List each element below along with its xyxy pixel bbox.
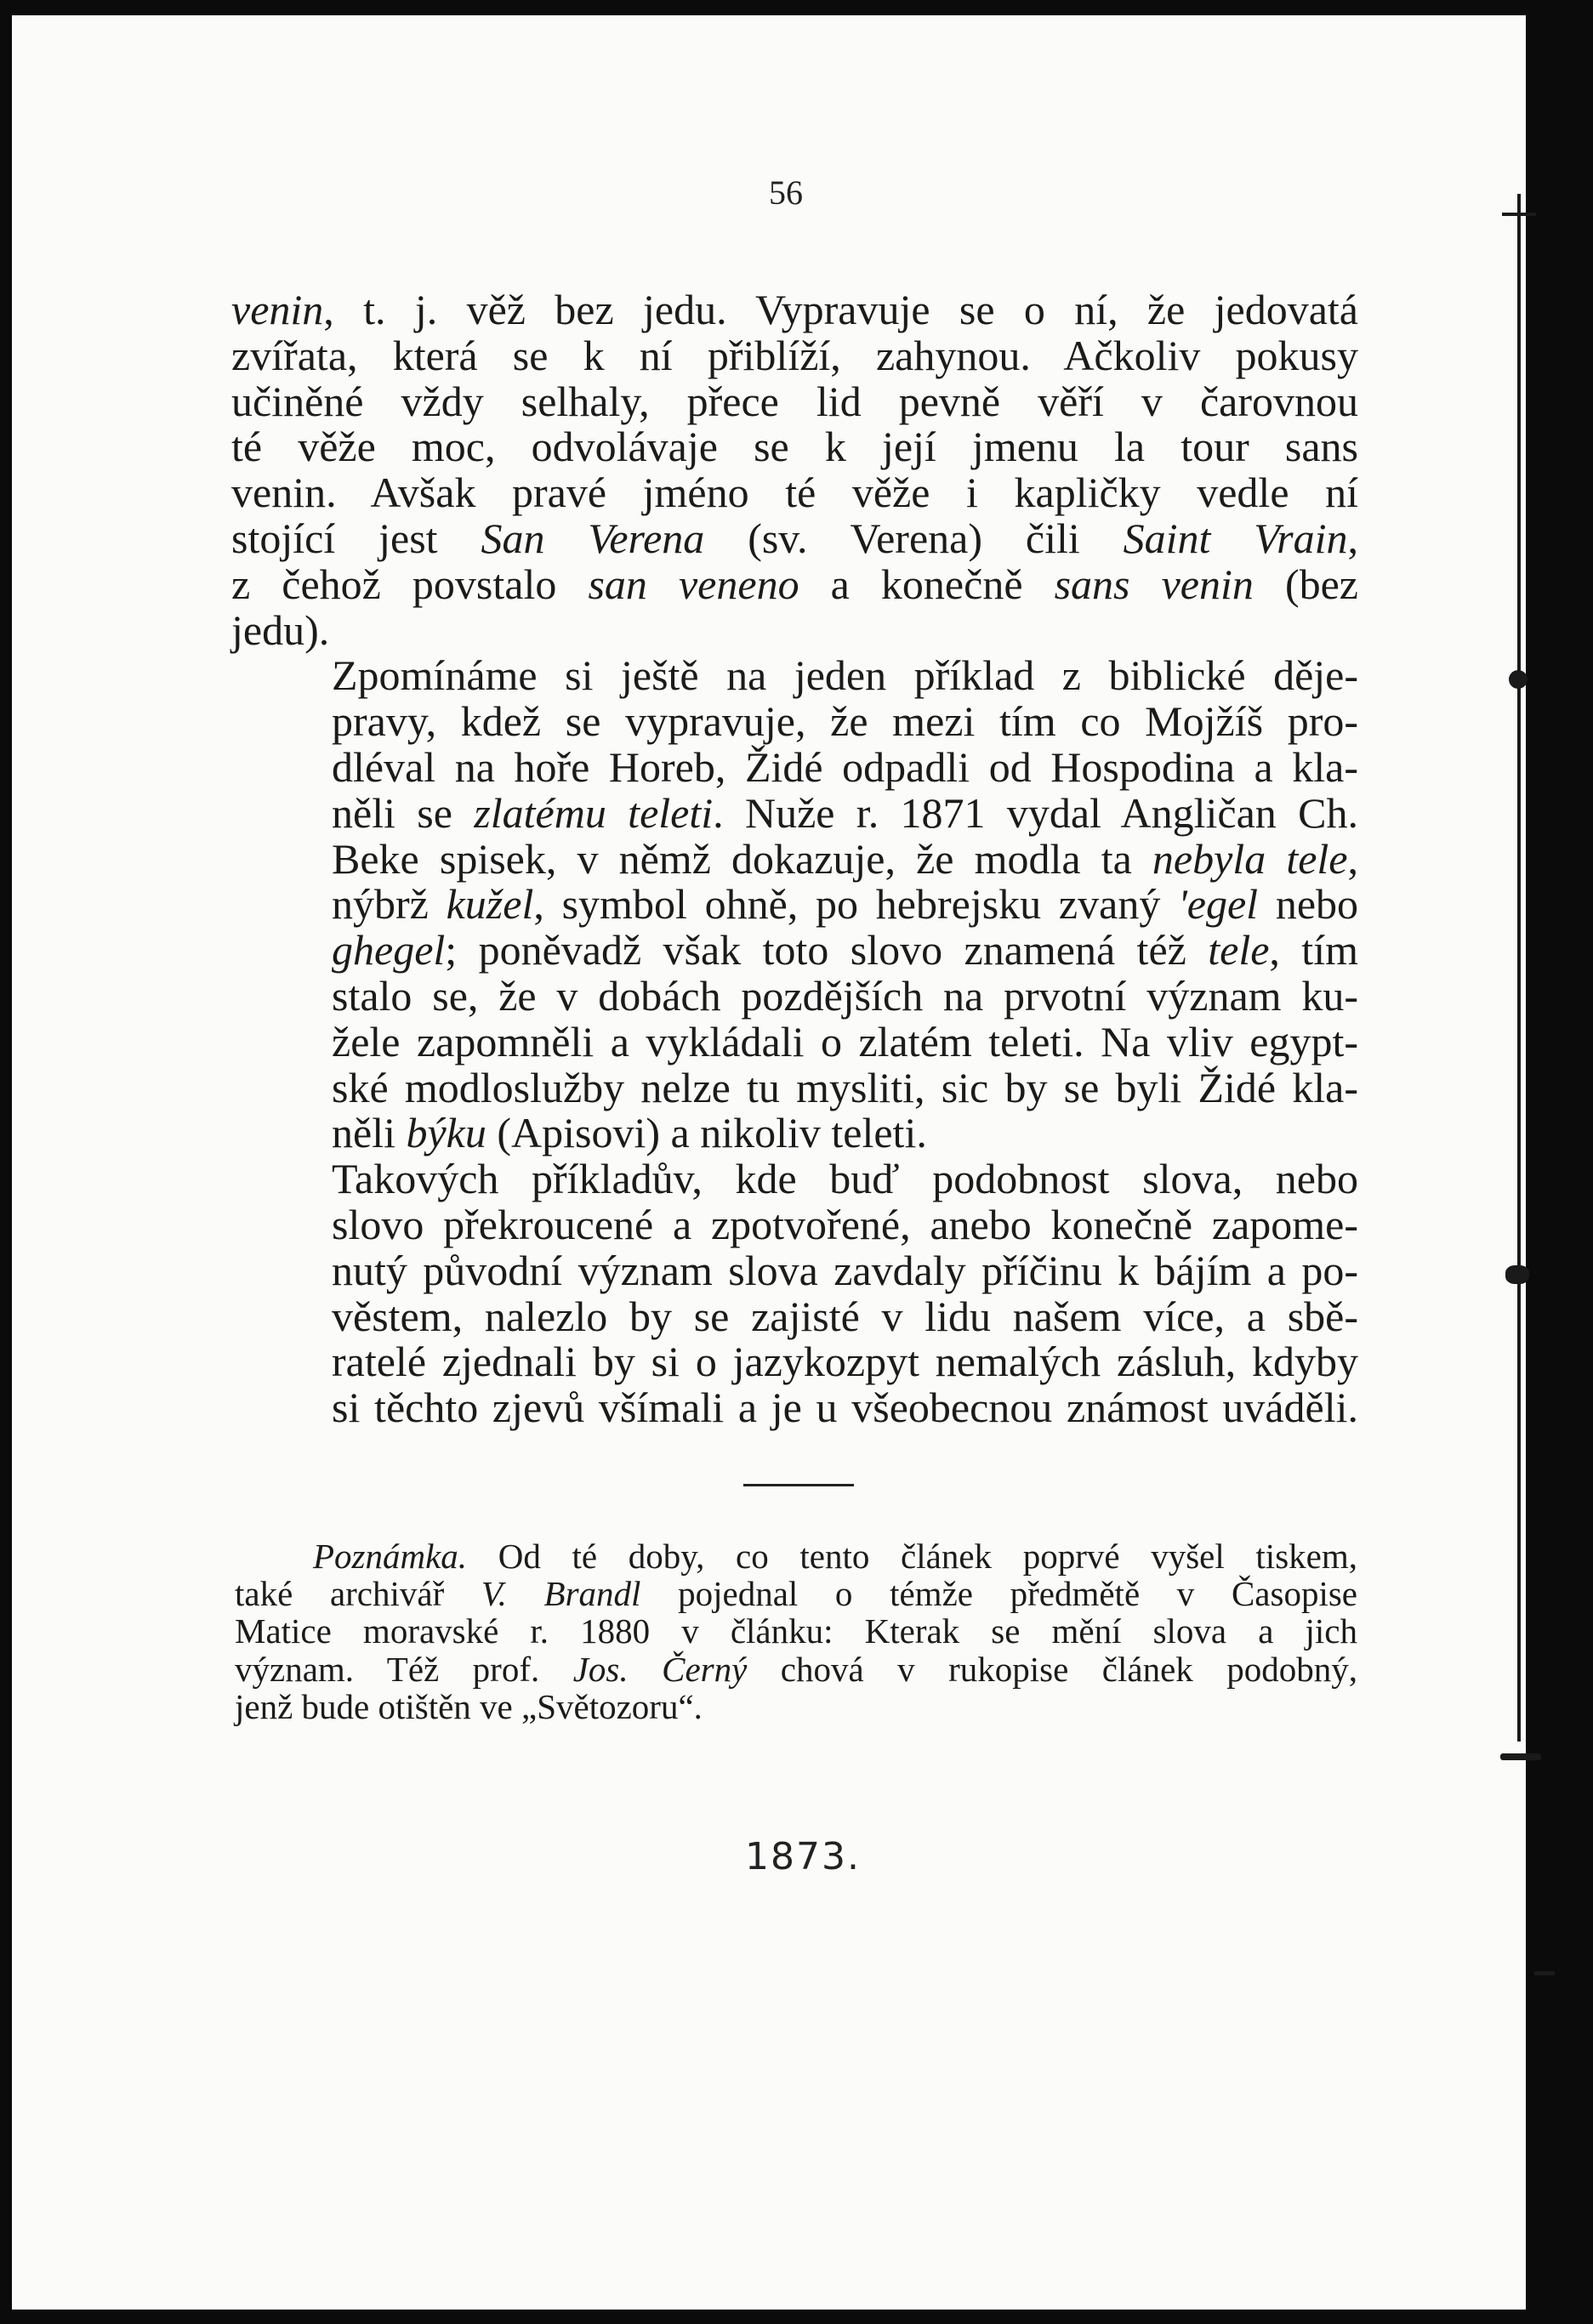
italic-term: san veneno <box>588 560 799 608</box>
footnote <box>235 1537 1357 1725</box>
italic-term: V. Brandl <box>481 1574 641 1614</box>
text-line: Takových příkladův, kde buď podobnost slova, nebo <box>332 1155 1358 1203</box>
year-label: 1873. <box>745 1835 861 1878</box>
italic-term: 'egel <box>1178 880 1259 929</box>
italic-term: San Verena <box>481 514 705 562</box>
binding-mark <box>1500 1753 1541 1760</box>
binding-mark <box>1534 1971 1555 1975</box>
binding-mark <box>1505 1265 1529 1284</box>
text-line: nutý původní význam slova zavdaly příčinu k bájím a po- <box>332 1246 1358 1294</box>
text-line: význam. Též prof. Jos. Černý chová v rukopise článek podobný, <box>235 1649 1357 1689</box>
text-line: ratelé zjednali by si o jazykozpyt nemalých zásluh, kdyby <box>332 1338 1358 1386</box>
text-line: stalo se, že v dobách pozdějších na prvotní význam ku- <box>332 971 1358 1020</box>
page-number: 56 <box>769 173 803 212</box>
italic-term: venin <box>231 286 324 333</box>
paragraph <box>231 287 1358 653</box>
binding-mark <box>1502 213 1536 216</box>
italic-term: zlatému teleti <box>474 788 714 837</box>
text-line: ghegel; poněvadž však toto slovo znamená též tele, tím <box>332 926 1358 974</box>
text-line: té věže moc, odvolávaje se k její jmenu la tour sans <box>231 423 1358 471</box>
text-line: dléval na hoře Horeb, Židé odpadli od Hospodina a kla- <box>332 742 1358 791</box>
paragraph <box>231 653 1358 1156</box>
text-line: Matice moravské r. 1880 v článku: Kterak se mění slova a jich <box>235 1611 1357 1651</box>
italic-term: kužel <box>446 880 534 929</box>
paragraph <box>231 1156 1358 1431</box>
text-line: venin. Avšak pravé jméno té věže i kapličky vedle ní <box>231 469 1358 517</box>
text-line: si těchto zjevů všímali a je u všeobecnou známost uváděli. <box>332 1384 1358 1432</box>
binding-edge <box>1517 194 1521 1742</box>
book-page <box>12 15 1526 2310</box>
text-line: učiněné vždy selhaly, přece lid pevně věří v čarovnou <box>231 377 1358 425</box>
text-line: Zpomínáme si ještě na jeden příklad z biblické děje- <box>332 651 1358 700</box>
italic-term: býku <box>406 1109 486 1157</box>
italic-term: sans venin <box>1054 560 1254 608</box>
text-line: slovo překroucené a zpotvořené, anebo konečně zapome- <box>332 1200 1358 1248</box>
text-line: pravy, kdež se vypravuje, že mezi tím co Mojžíš pro- <box>332 697 1358 746</box>
italic-term: nebyla tele <box>1152 834 1348 883</box>
text-line: ské modloslužby nelze tu mysliti, sic by se byli Židé kla- <box>332 1063 1358 1111</box>
text-line: něli býku (Apisovi) a nikoliv teleti. <box>332 1109 927 1157</box>
section-divider <box>743 1484 854 1486</box>
text-line: žele zapomněli a vykládali o zlatém teleti. Na vliv egypt- <box>332 1017 1358 1065</box>
paragraph <box>235 1537 1357 1725</box>
italic-term: Jos. Černý <box>572 1649 748 1689</box>
italic-term: ghegel <box>332 926 446 974</box>
body-text <box>231 287 1358 1431</box>
text-line: Beke spisek, v němž dokazuje, že modla ta nebyla tele, <box>332 834 1358 883</box>
italic-term: tele <box>1208 926 1270 974</box>
text-line: z čehož povstalo san veneno a konečně sans venin (bez <box>231 560 1358 608</box>
text-line: také archivář V. Brandl pojednal o témže předmětě v Časopise <box>235 1574 1357 1614</box>
text-line: stojící jest San Verena (sv. Verena) čili Saint Vrain, <box>231 514 1358 562</box>
italic-term: Saint Vrain <box>1123 514 1348 562</box>
text-line: jenž bude otištěn ve „Světozoru“. <box>235 1686 703 1726</box>
italic-term: Poznámka. <box>313 1537 468 1576</box>
text-line: věstem, nalezlo by se zajisté v lidu našem více, a sbě- <box>332 1292 1358 1340</box>
binding-mark <box>1509 670 1528 689</box>
text-line: Poznámka. Od té doby, co tento článek poprvé vyšel tiskem, <box>313 1537 1357 1576</box>
text-line: nýbrž kužel, symbol ohně, po hebrejsku zvaný 'egel nebo <box>332 880 1359 929</box>
text-line: jedu). <box>231 605 330 654</box>
text-line: venin, t. j. věž bez jedu. Vypravuje se o ní, že jedovatá <box>231 286 1358 333</box>
text-line: zvířata, která se k ní přiblíží, zahynou. Ačkoliv pokusy <box>231 331 1358 379</box>
text-line: něli se zlatému teleti. Nuže r. 1871 vydal Angličan Ch. <box>332 788 1358 837</box>
